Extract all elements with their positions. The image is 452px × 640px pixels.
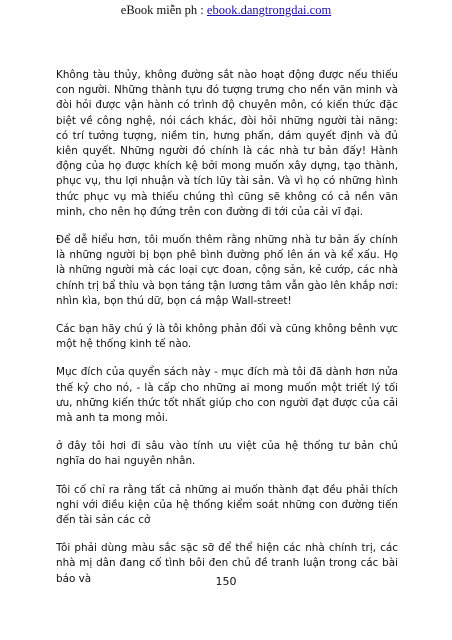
paragraph-3: Các bạn hãy chú ý là tôi không phản đối và cũng không bênh vực một hệ thống kinh tế nào. xyxy=(56,323,398,351)
paragraph-6: Tôi cố chỉ ra rằng tất cả những ai muốn thành đạt đều phải thích nghi với điều kiện của hệ thống kiểm soát những con đường tiến đến tài sản các cở xyxy=(56,483,398,527)
paragraph-5: ở đây tôi hơi đi sâu vào tính ưu việt của hệ thống tư bản chủ nghĩa do hai nguyên nhân. xyxy=(56,440,398,468)
paragraph-4: Mục đích của quyển sách này - mục đích mà tôi đã dành hơn nửa thế kỷ cho nó, - là cấp cho những ai mong muốn một triết lý tối ưu, những kiến thức tốt nhất giúp cho con người đạt được của cải mà anh ta mong mỏi. xyxy=(56,366,398,425)
ebook-header xyxy=(0,2,452,18)
paragraph-2: Để dễ hiểu hơn, tôi muốn thêm rằng những nhà tư bản ấy chính là những người bị bọn phê bình đường phố lên án và kể xấu. Họ là những người mà các loại cực đoan, cộng sản, kẻ cướp, các nhà chính trị bẩ thỉu và bọn táng tận lương tâm vẫn gào lên khắp nơi: nhìn kìa, bọn thú dữ, bọn cá mập Wall-street! xyxy=(56,234,398,307)
page-body xyxy=(56,68,398,600)
header-site-link[interactable]: ebook.dangtrongdai.com xyxy=(206,3,332,17)
header-prefix: eBook miễn ph : xyxy=(120,3,207,17)
paragraph-7: Tôi phải dùng màu sắc sặc sỡ để thể hiện các nhà chính trị, các nhà mị dân đang cố tình bôi đen chủ đề tranh luận trong các bài báo và xyxy=(56,542,398,585)
paragraph-1: Không tàu thủy, không đường sắt nào hoạt động được nếu thiếu con người. Những thành tựu đó tượng trưng cho nền văn minh và đòi hỏi được vận hành có trình độ chuyên môn, có kiến thức đặc biệt về công nghệ, nói cách khác, đòi hỏi những người tài năng: có trí tưởng tượng, niềm tin, hưng phấn, dám quyết định và đủ kiên quyết. Những người đó chính là các nhà tư bản đấy! Hành động của họ được khích kệ bởi mong muốn xây dựng, tạo thành, phục vụ, thu lợi nhuận và tích lũy tài sản. Và vì họ có những hình thức phục vụ mà thiếu chúng thì cũng sẽ không có cả nền văn minh, cho nên họ đứng trên con đường đi tới của cải vĩ đại. xyxy=(56,69,398,218)
page-number: 150 xyxy=(215,575,237,588)
